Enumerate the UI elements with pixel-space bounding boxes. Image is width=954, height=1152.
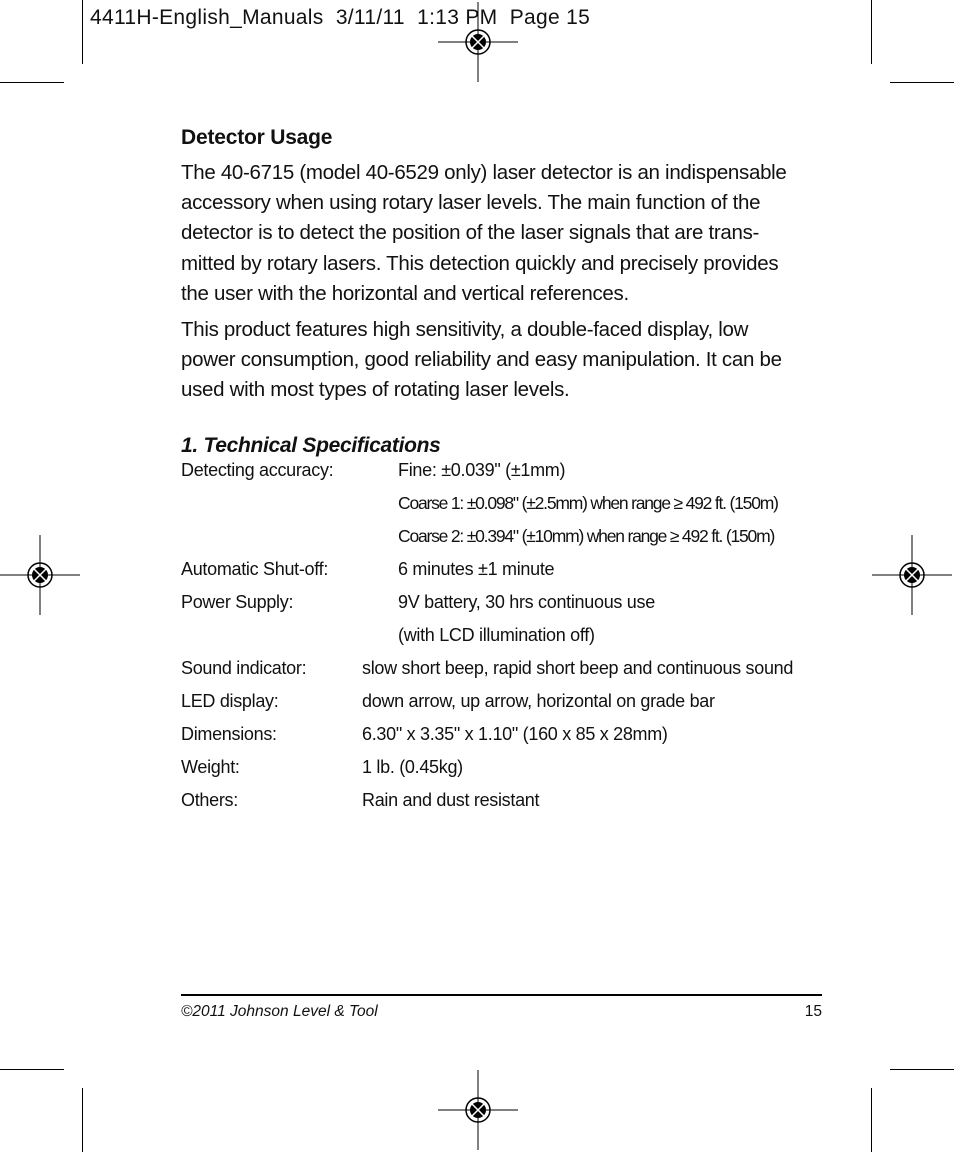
page-number: 15	[804, 1003, 822, 1020]
spec-row	[181, 720, 826, 753]
spec-value: 1 lb. (0.45kg)	[362, 756, 463, 777]
paragraph-line: The 40-6715 (model 40-6529 only) laser detector is an indispensable	[181, 161, 787, 184]
registration-mark-icon	[0, 535, 80, 615]
spec-label: Sound indicator:	[181, 657, 307, 678]
footer-copyright: ©2011 Johnson Level & Tool	[181, 1003, 378, 1020]
spec-value: Coarse 1: ±0.098" (±2.5mm) when range ≥ 492 ft. (150m)	[398, 492, 778, 513]
registration-mark-icon	[438, 2, 518, 82]
registration-mark-icon	[872, 535, 952, 615]
crop-mark	[0, 1069, 64, 1070]
specs-table	[181, 456, 826, 819]
spec-row	[181, 555, 826, 588]
spec-label: LED display:	[181, 690, 279, 711]
spec-row	[181, 621, 826, 654]
features-paragraph	[181, 315, 826, 406]
specs-title: 1. Technical Specifications	[181, 433, 441, 457]
footer-divider	[181, 994, 822, 996]
spec-row	[181, 522, 826, 555]
paragraph-line: This product features high sensitivity, a double-faced display, low	[181, 318, 749, 342]
spec-label: Weight:	[181, 756, 240, 777]
registration-mark-icon	[438, 1070, 518, 1150]
crop-mark	[0, 82, 64, 83]
spec-row	[181, 687, 826, 720]
paragraph-line: power consumption, good reliability and easy manipulation. It can be	[181, 348, 782, 372]
spec-value: Coarse 2: ±0.394" (±10mm) when range ≥ 492 ft. (150m)	[398, 525, 775, 546]
spec-value: slow short beep, rapid short beep and continuous sound	[362, 657, 794, 678]
spec-value: (with LCD illumination off)	[398, 624, 595, 645]
spec-label: Power Supply:	[181, 591, 294, 612]
spec-row	[181, 654, 826, 687]
page-content	[181, 126, 826, 819]
spec-row	[181, 786, 826, 819]
paragraph-line: mitted by rotary lasers. This detection quickly and precisely provides	[181, 251, 779, 275]
spec-label: Dimensions:	[181, 723, 277, 744]
spec-value: 6 minutes ±1 minute	[398, 558, 555, 579]
spec-value: down arrow, up arrow, horizontal on grade bar	[362, 690, 715, 711]
spec-value: 9V battery, 30 hrs continuous use	[398, 591, 655, 612]
print-slug: 4411H-English_Manuals 3/11/11 1:13 PM Page 15	[90, 6, 591, 29]
spec-row	[181, 588, 826, 621]
paragraph-line: detector is to detect the position of the laser signals that are trans-	[181, 221, 760, 245]
spec-row	[181, 456, 826, 489]
spec-row	[181, 753, 826, 786]
spec-label: Automatic Shut-off:	[181, 558, 329, 579]
spec-value: 6.30" x 3.35" x 1.10" (160 x 85 x 28mm)	[362, 723, 668, 744]
paragraph-line: the user with the horizontal and vertical references.	[181, 281, 629, 305]
section-title: Detector Usage	[181, 126, 333, 149]
crop-mark	[890, 82, 954, 83]
intro-paragraph	[181, 158, 826, 309]
spec-value: Rain and dust resistant	[362, 789, 540, 810]
crop-mark	[82, 0, 83, 64]
spec-label: Detecting accuracy:	[181, 459, 334, 480]
spec-value: Fine: ±0.039" (±1mm)	[398, 459, 566, 480]
crop-mark	[890, 1069, 954, 1070]
spec-label: Others:	[181, 789, 238, 810]
spec-row	[181, 489, 826, 522]
paragraph-line: used with most types of rotating laser levels.	[181, 378, 570, 402]
crop-mark	[82, 1088, 83, 1152]
paragraph-line: accessory when using rotary laser levels. The main function of the	[181, 191, 761, 215]
crop-mark	[871, 0, 872, 64]
crop-mark	[871, 1088, 872, 1152]
